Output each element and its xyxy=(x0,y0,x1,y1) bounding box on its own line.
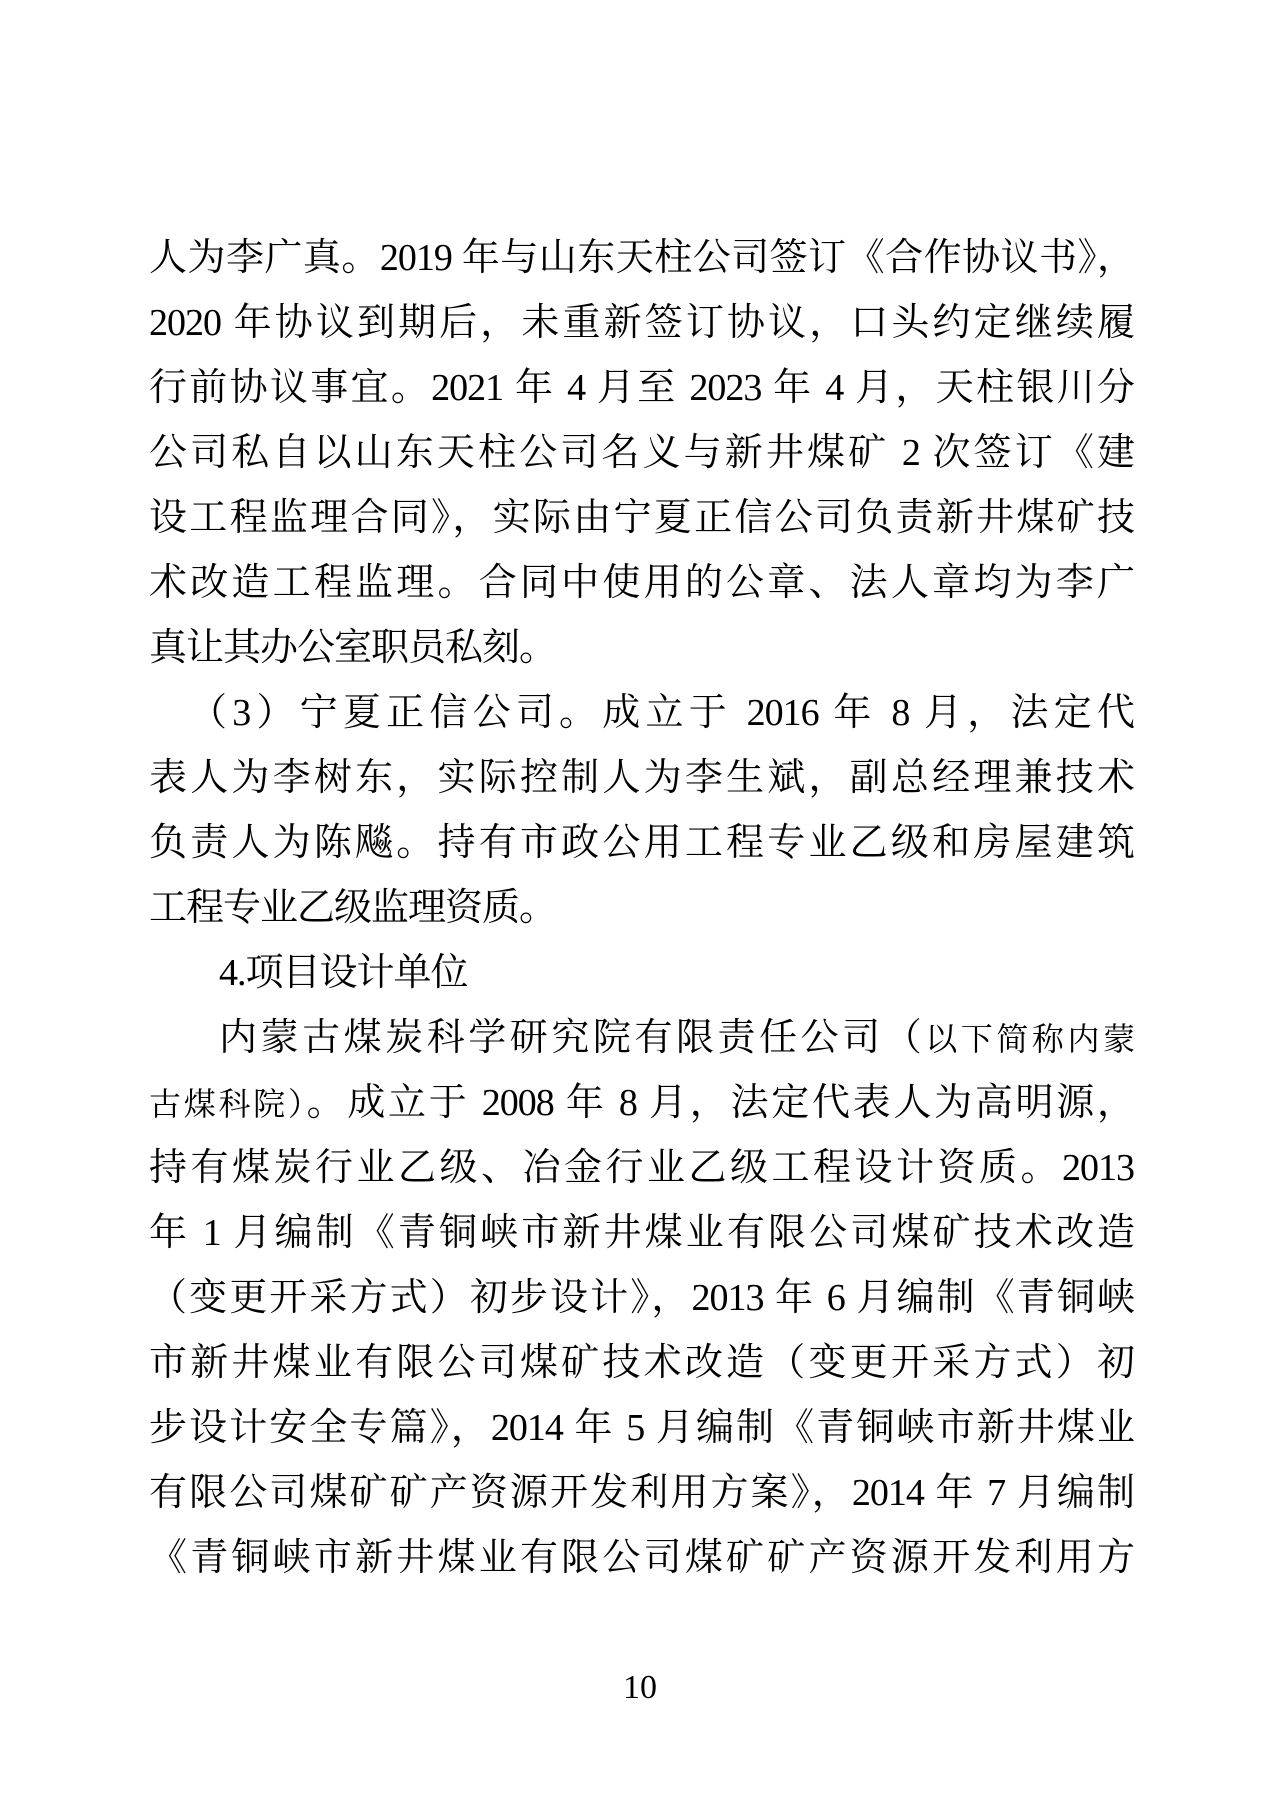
text-segment-small: 以下简称内蒙 xyxy=(925,1021,1134,1057)
paragraph-heading-design-unit xyxy=(149,941,1134,1006)
text-segment: 设工程监理合同》，实际由宁夏正信公司负责新井煤矿技 xyxy=(149,497,1134,539)
text-line xyxy=(149,1201,1134,1266)
text-line xyxy=(149,551,1134,616)
text-line xyxy=(149,941,1134,1006)
text-line xyxy=(149,1396,1134,1461)
text-segment: 真让其办公室职员私刻。 xyxy=(149,627,557,669)
paragraph-neimenggu-institute xyxy=(149,1006,1134,1591)
text-segment: 4.项目设计单位 xyxy=(219,952,468,994)
text-line xyxy=(149,226,1134,291)
text-line xyxy=(149,746,1134,811)
text-line xyxy=(149,1266,1134,1331)
text-segment: 行前协议事宜。2021 年 4 月至 2023 年 4 月，天柱银川分 xyxy=(149,367,1134,409)
paragraph-ningxia-zhengxin-company xyxy=(149,681,1134,941)
text-line xyxy=(149,1071,1134,1136)
text-segment: 《青铜峡市新井煤业有限公司煤矿矿产资源开发利用方 xyxy=(149,1537,1134,1579)
text-segment: （变更开采方式）初步设计》，2013 年 6 月编制《青铜峡 xyxy=(149,1277,1134,1319)
text-line xyxy=(149,1331,1134,1396)
text-segment-small: 古煤科院） xyxy=(149,1086,307,1122)
text-segment: 工程专业乙级监理资质。 xyxy=(149,887,557,929)
text-segment: 公司私自以山东天柱公司名义与新井煤矿 2 次签订《建 xyxy=(149,432,1134,474)
page-number: 10 xyxy=(623,1669,657,1706)
text-segment: 表人为李树东，实际控制人为李生斌，副总经理兼技术 xyxy=(149,757,1134,799)
text-line xyxy=(149,876,1134,941)
text-line xyxy=(149,356,1134,421)
document-body xyxy=(149,226,1134,1591)
text-segment: 有限公司煤矿矿产资源开发利用方案》，2014 年 7 月编制 xyxy=(149,1472,1134,1514)
text-line xyxy=(149,421,1134,486)
text-segment: 负责人为陈飚。持有市政公用工程专业乙级和房屋建筑 xyxy=(149,822,1134,864)
text-segment: 持有煤炭行业乙级、冶金行业乙级工程设计资质。2013 xyxy=(149,1147,1134,1189)
text-segment: 术改造工程监理。合同中使用的公章、法人章均为李广 xyxy=(149,562,1134,604)
text-segment: 年 1 月编制《青铜峡市新井煤业有限公司煤矿技术改造 xyxy=(149,1212,1134,1254)
text-line xyxy=(149,811,1134,876)
text-line xyxy=(149,1526,1134,1591)
text-line xyxy=(149,291,1134,356)
text-segment: 2020 年协议到期后，未重新签订协议，口头约定继续履 xyxy=(149,302,1134,344)
text-line xyxy=(149,1006,1134,1071)
text-segment: 步设计安全专篇》，2014 年 5 月编制《青铜峡市新井煤业 xyxy=(149,1407,1134,1449)
text-line xyxy=(149,1461,1134,1526)
text-line xyxy=(149,1136,1134,1201)
text-line xyxy=(149,681,1134,746)
text-segment: （3）宁夏正信公司。成立于 2016 年 8 月，法定代 xyxy=(189,692,1134,734)
text-segment: 人为李广真。2019 年与山东天柱公司签订《合作协议书》， xyxy=(149,237,1134,279)
text-segment: 市新井煤业有限公司煤矿技术改造（变更开采方式）初 xyxy=(149,1342,1134,1384)
text-line xyxy=(149,616,1134,681)
paragraph-tianzhu-company xyxy=(149,226,1134,681)
text-line xyxy=(149,486,1134,551)
text-segment: 内蒙古煤炭科学研究院有限责任公司（ xyxy=(219,1017,926,1059)
text-segment: 。成立于 2008 年 8 月，法定代表人为高明源， xyxy=(306,1082,1134,1124)
